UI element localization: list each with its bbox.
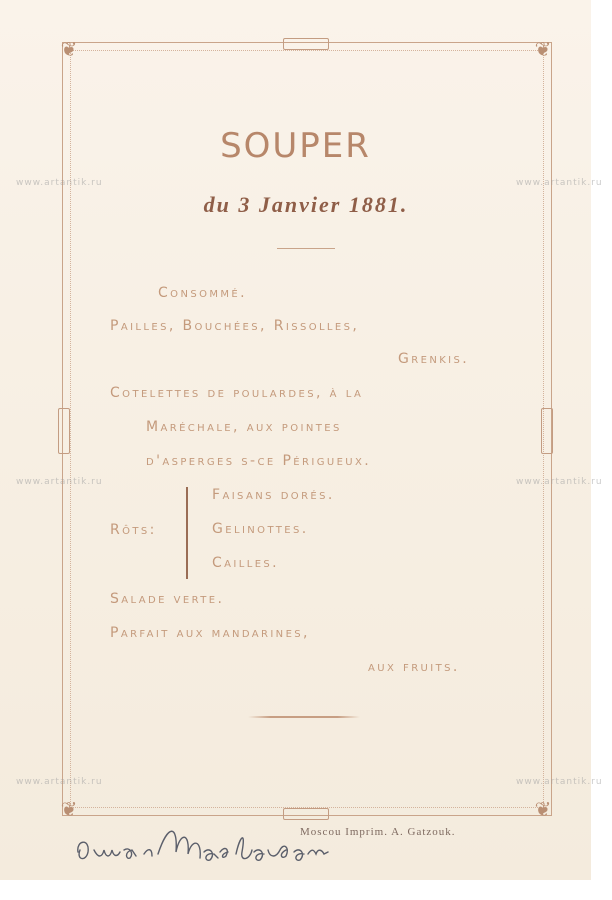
- menu-date: du 3 Janvier 1881.: [203, 192, 409, 217]
- left-ornament-icon: [58, 408, 70, 454]
- printer-imprint: Moscou Imprim. A. Gatzouk.: [300, 826, 456, 838]
- menu-item: d'asperges s-ce Périgueux.: [146, 453, 372, 469]
- corner-ornament-icon: ❦: [60, 37, 78, 61]
- watermark: www.artantik.ru: [516, 777, 603, 787]
- menu-item: Parfait aux mandarines,: [110, 625, 310, 641]
- watermark: www.artantik.ru: [16, 178, 103, 188]
- menu-item: Pailles, Bouchées, Rissolles,: [110, 318, 360, 334]
- watermark: www.artantik.ru: [516, 477, 603, 487]
- watermark: www.artantik.ru: [16, 477, 103, 487]
- menu-section-label: Rôts:: [110, 522, 157, 538]
- right-ornament-icon: [541, 408, 553, 454]
- corner-ornament-icon: ❦: [60, 797, 78, 821]
- menu-title: SOUPER: [220, 126, 371, 166]
- bottom-flourish: [248, 716, 360, 718]
- menu-item: Consommé.: [158, 285, 247, 301]
- menu-item: Gelinottes.: [212, 521, 309, 537]
- title-divider: [277, 248, 335, 249]
- menu-item: Cailles.: [212, 555, 280, 571]
- menu-item: Cotelettes de poulardes, à la: [110, 385, 364, 401]
- bottom-ornament-icon: [283, 808, 329, 820]
- top-ornament-icon: [283, 38, 329, 50]
- menu-item: Faisans dorés.: [212, 487, 335, 503]
- corner-ornament-icon: ❦: [534, 797, 552, 821]
- brace-tip-icon: [180, 528, 188, 536]
- watermark: www.artantik.ru: [16, 777, 103, 787]
- menu-item: Maréchale, aux pointes: [146, 419, 342, 435]
- signature-image: [72, 824, 422, 870]
- menu-item: aux fruits.: [368, 659, 460, 675]
- menu-item: Salade verte.: [110, 591, 225, 607]
- corner-ornament-icon: ❦: [534, 37, 552, 61]
- watermark: www.artantik.ru: [516, 178, 603, 188]
- menu-item: Grenkis.: [398, 351, 470, 367]
